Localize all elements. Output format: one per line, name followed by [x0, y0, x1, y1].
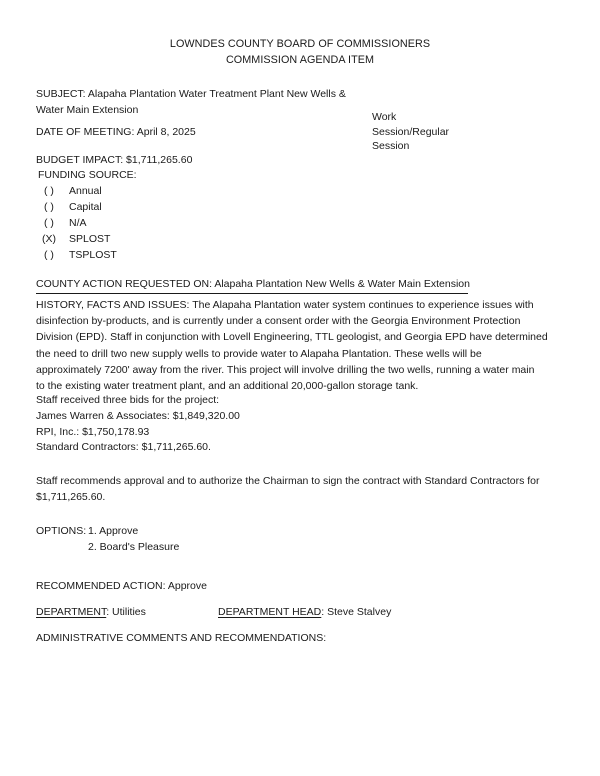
- history-line: HISTORY, FACTS AND ISSUES: The Alapaha Plantation water system continues to experience issues with: [36, 299, 534, 311]
- funding-option-splost: [42, 231, 117, 247]
- recommendation-line: Staff recommends approval and to authorize the Chairman to sign the contract with Standard Contractors for: [36, 475, 540, 487]
- checkbox-mark: ( ): [44, 249, 54, 261]
- document-header: [0, 36, 600, 68]
- session-line-1: Work: [372, 111, 397, 123]
- history-line: approximately 7200' away from the river. This project will involve drilling the two wells, running a water main: [36, 363, 535, 376]
- bids-intro: Staff received three bids for the project:: [36, 394, 220, 406]
- department-row: [36, 604, 146, 620]
- checkbox-mark-checked: (X): [42, 233, 56, 245]
- department-label: DEPARTMENT: [36, 606, 107, 618]
- session-line-2: Session/Regular: [372, 125, 450, 138]
- option-item: 1. Approve: [88, 525, 139, 537]
- history-line: Division (EPD). Staff in conjunction with Lovell Engineering, TTL geologist, and Georgia EPD have determined: [36, 331, 548, 344]
- funding-option-label: SPLOST: [69, 233, 111, 245]
- session-line-3: Session: [372, 140, 410, 152]
- meeting-date: DATE OF MEETING: April 8, 2025: [36, 126, 196, 138]
- funding-option-capital: [44, 199, 117, 215]
- bid-item: James Warren & Associates: $1,849,320.00: [36, 409, 240, 422]
- county-action-requested: COUNTY ACTION REQUESTED ON: Alapaha Plantation New Wells & Water Main Extension: [36, 276, 468, 294]
- subject-line-2: Water Main Extension: [36, 104, 139, 116]
- staff-recommendation: [36, 473, 576, 505]
- checkbox-mark: ( ): [44, 185, 54, 197]
- funding-option-label: Capital: [69, 201, 102, 213]
- funding-source-list: [44, 183, 117, 263]
- funding-source-label: FUNDING SOURCE:: [38, 169, 137, 181]
- recommendation-line: $1,711,265.60.: [36, 491, 106, 504]
- bid-item: RPI, Inc.: $1,750,178.93: [36, 425, 150, 438]
- history-line: the need to drill two new supply wells to provide water to Alapaha Plantation. These wells will be: [36, 347, 482, 360]
- session-type: [372, 110, 449, 154]
- bids-block: [36, 393, 576, 456]
- option-item: 2. Board's Pleasure: [88, 541, 180, 553]
- history-line: to the existing water treatment plant, and an additional 20,000-gallon storage tank.: [36, 380, 419, 393]
- checkbox-mark: ( ): [44, 217, 54, 229]
- department-head-label: DEPARTMENT HEAD: [218, 606, 322, 618]
- department-head-value: : Steve Stalvey: [321, 606, 392, 618]
- funding-option-annual: [44, 183, 117, 199]
- administrative-comments: ADMINISTRATIVE COMMENTS AND RECOMMENDATIONS:: [36, 632, 327, 644]
- bid-item: Standard Contractors: $1,711,265.60.: [36, 441, 211, 454]
- agenda-item-title: COMMISSION AGENDA ITEM: [225, 54, 375, 66]
- recommended-action: RECOMMENDED ACTION: Approve: [36, 580, 207, 592]
- funding-option-tsplost: [44, 247, 117, 263]
- options-block: [36, 523, 179, 555]
- department-head-row: [218, 604, 391, 620]
- subject-line-1: SUBJECT: Alapaha Plantation Water Treatment Plant New Wells &: [36, 88, 346, 100]
- options-label: OPTIONS:: [36, 525, 87, 537]
- funding-option-label: Annual: [69, 185, 102, 197]
- subject-block: [36, 86, 346, 118]
- history-facts-issues: [36, 297, 576, 394]
- budget-impact: BUDGET IMPACT: $1,711,265.60: [36, 154, 193, 166]
- board-title: LOWNDES COUNTY BOARD OF COMMISSIONERS: [169, 38, 431, 50]
- checkbox-mark: ( ): [44, 201, 54, 213]
- department-value: : Utilities: [106, 606, 146, 618]
- funding-option-label: N/A: [69, 217, 87, 229]
- history-line: disinfection by-products, and is currently under a consent order with the Georgia Environment Protection: [36, 315, 521, 328]
- funding-option-na: [44, 215, 117, 231]
- funding-option-label: TSPLOST: [69, 249, 117, 261]
